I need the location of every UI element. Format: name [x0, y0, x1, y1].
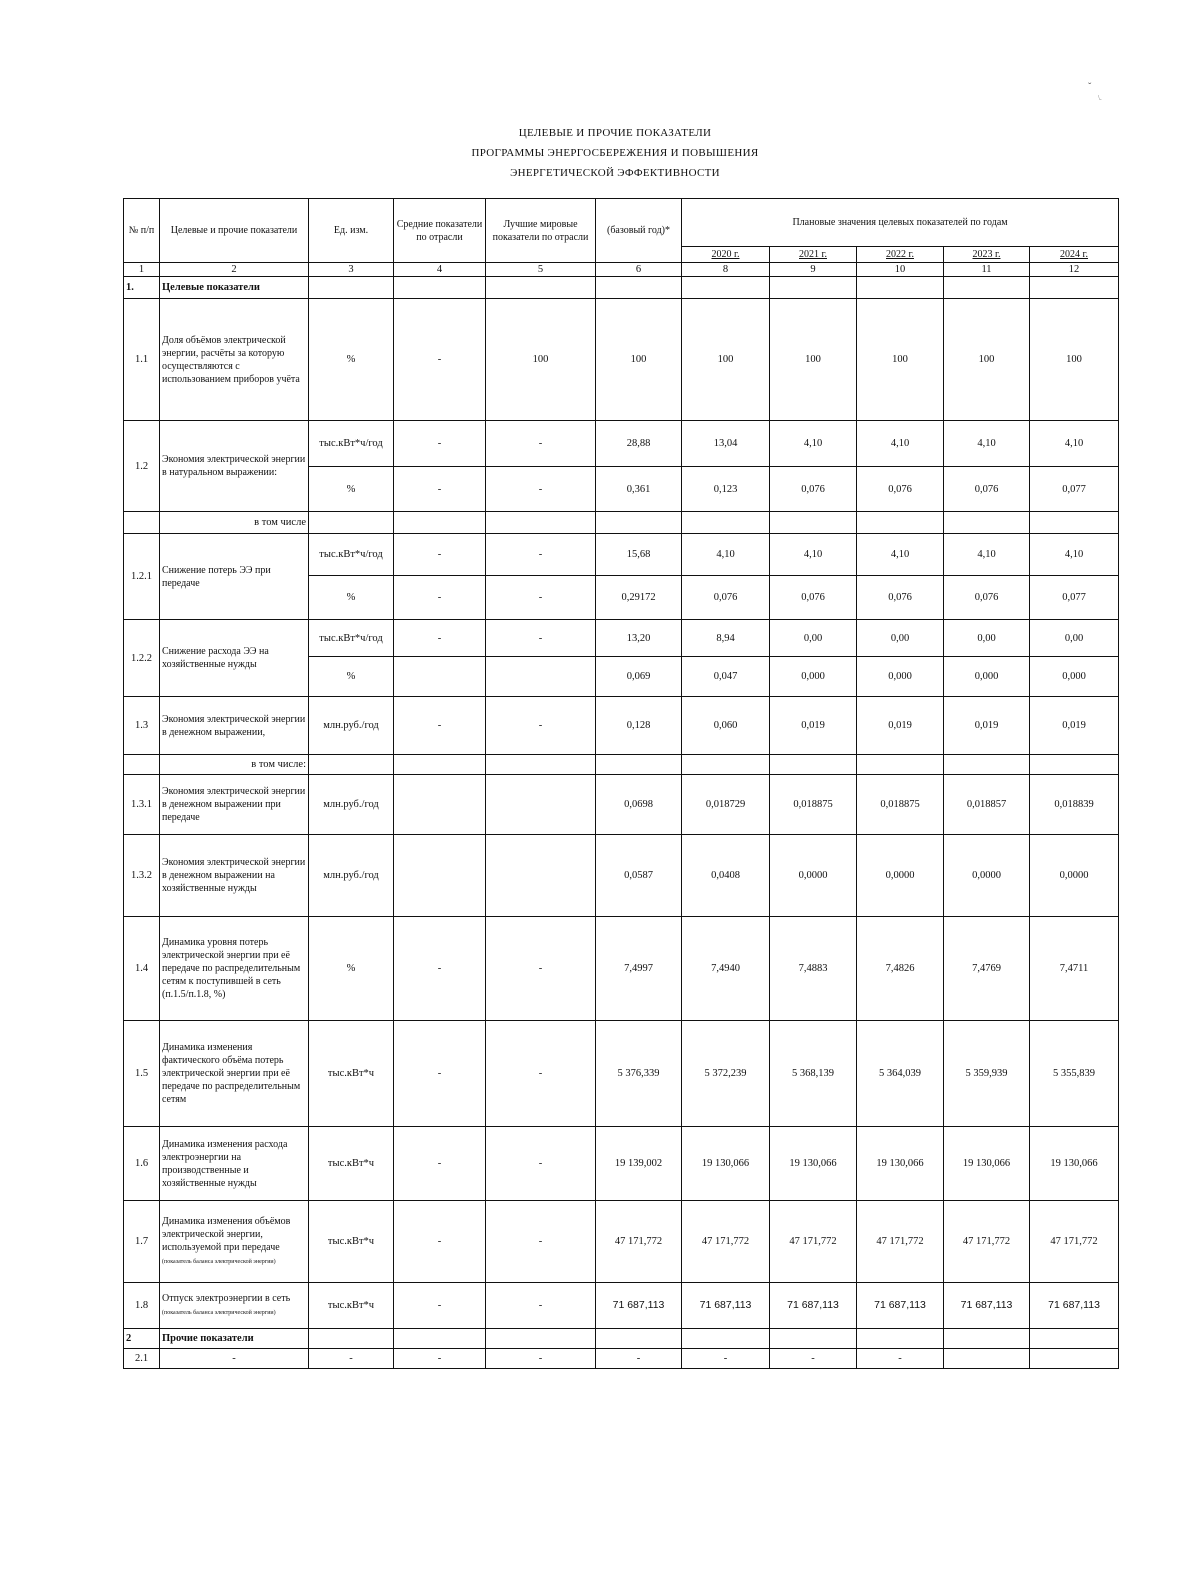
row-label: Динамика изменения объёмов электрической энергии, используемой при передаче — [162, 1215, 291, 1253]
row-value: 7,4997 — [596, 917, 682, 1021]
row-best: - — [486, 576, 596, 620]
table-row — [124, 917, 1119, 1021]
col-num: 12 — [1030, 263, 1119, 277]
row-value: 0,076 — [944, 467, 1030, 512]
row-best: - — [486, 1201, 596, 1283]
col-num: 2 — [160, 263, 309, 277]
row-value: 8,94 — [682, 620, 770, 657]
table-row — [124, 1021, 1119, 1127]
row-unit: % — [309, 657, 394, 697]
row-unit: % — [309, 917, 394, 1021]
row-value: 15,68 — [596, 534, 682, 576]
row-label: Снижение расхода ЭЭ на хозяйственные нужды — [160, 620, 309, 697]
row-value: 0,018857 — [944, 775, 1030, 835]
subsection-row — [124, 512, 1119, 534]
row-value: 7,4769 — [944, 917, 1030, 1021]
indicators-table — [123, 198, 1119, 1369]
row-unit: тыс.кВт*ч — [309, 1283, 394, 1329]
row-value: 47 171,772 — [682, 1201, 770, 1283]
col-num: 8 — [682, 263, 770, 277]
row-value: 4,10 — [944, 421, 1030, 467]
row-best: - — [486, 421, 596, 467]
section-row — [124, 1329, 1119, 1349]
row-label: Динамика изменения фактического объёма потерь электрической энергии при её передаче по распределительным сетям — [160, 1021, 309, 1127]
row-label: Экономия электрической энергии в денежном выражении, — [160, 697, 309, 755]
row-avg: - — [394, 576, 486, 620]
row-value: 19 130,066 — [1030, 1127, 1119, 1201]
row-value: 0,019 — [944, 697, 1030, 755]
row-value: 0,000 — [1030, 657, 1119, 697]
row-value: 13,04 — [682, 421, 770, 467]
row-value — [1030, 1349, 1119, 1369]
table-row — [124, 534, 1119, 576]
row-value: 19 130,066 — [682, 1127, 770, 1201]
row-unit: - — [309, 1349, 394, 1369]
row-avg: - — [394, 467, 486, 512]
row-value: 0,0000 — [944, 835, 1030, 917]
row-num: 1.8 — [124, 1283, 160, 1329]
row-value: 100 — [944, 299, 1030, 421]
table-row — [124, 1201, 1119, 1283]
row-num: 2.1 — [124, 1349, 160, 1369]
row-label: - — [160, 1349, 309, 1369]
row-value: 0,018839 — [1030, 775, 1119, 835]
row-num: 1.2.1 — [124, 534, 160, 620]
row-value: 0,0000 — [857, 835, 944, 917]
row-label: Динамика изменения расхода электроэнергии на производственные и хозяйственные нужды — [160, 1127, 309, 1201]
row-unit: тыс.кВт*ч — [309, 1201, 394, 1283]
row-value: 0,000 — [857, 657, 944, 697]
row-value: 0,019 — [1030, 697, 1119, 755]
row-label: Динамика уровня потерь электрической энергии при её передаче по распределительным сетям к поступившей в сеть (п.1.5/п.1.8, %) — [160, 917, 309, 1021]
column-number-row — [124, 263, 1119, 277]
row-best: - — [486, 697, 596, 755]
row-value: - — [596, 1349, 682, 1369]
scan-mark: \. — [1098, 94, 1102, 102]
row-value: 0,077 — [1030, 576, 1119, 620]
row-unit: тыс.кВт*ч — [309, 1127, 394, 1201]
row-value: 4,10 — [770, 534, 857, 576]
row-unit: % — [309, 467, 394, 512]
table-row — [124, 697, 1119, 755]
row-value: 4,10 — [682, 534, 770, 576]
header-best: Лучшие мировые показатели по отрасли — [486, 199, 596, 263]
row-num: 1.4 — [124, 917, 160, 1021]
row-value: 0,047 — [682, 657, 770, 697]
row-value: 71 687,113 — [770, 1283, 857, 1329]
row-value: 4,10 — [1030, 421, 1119, 467]
row-value: 0,060 — [682, 697, 770, 755]
row-value: 47 171,772 — [596, 1201, 682, 1283]
row-value: 0,0587 — [596, 835, 682, 917]
row-value: 47 171,772 — [1030, 1201, 1119, 1283]
row-value: 0,0000 — [770, 835, 857, 917]
scan-mark: ˇ — [1088, 82, 1092, 93]
row-best: - — [486, 467, 596, 512]
col-num: 3 — [309, 263, 394, 277]
row-value: 100 — [857, 299, 944, 421]
row-value: - — [857, 1349, 944, 1369]
document-title-line-2: ПРОГРАММЫ ЭНЕРГОСБЕРЕЖЕНИЯ И ПОВЫШЕНИЯ — [471, 147, 759, 159]
row-value: 47 171,772 — [770, 1201, 857, 1283]
row-value: 0,128 — [596, 697, 682, 755]
row-value: 0,076 — [857, 467, 944, 512]
header-year: 2023 г. — [944, 247, 1030, 263]
row-unit: тыс.кВт*ч — [309, 1021, 394, 1127]
table-row — [124, 421, 1119, 467]
document-title-line-1: ЦЕЛЕВЫЕ И ПРОЧИЕ ПОКАЗАТЕЛИ — [518, 127, 712, 139]
row-unit: млн.руб./год — [309, 835, 394, 917]
row-avg: - — [394, 1283, 486, 1329]
row-value: 0,076 — [682, 576, 770, 620]
row-value: - — [682, 1349, 770, 1369]
row-value: 71 687,113 — [682, 1283, 770, 1329]
row-value: 0,018875 — [857, 775, 944, 835]
header-planned: Плановые значения целевых показателей по годам — [682, 199, 1119, 247]
row-value: 0,076 — [770, 576, 857, 620]
section-row — [124, 277, 1119, 299]
header-num: № п/п — [124, 199, 160, 263]
row-label: Снижение потерь ЭЭ при передаче — [160, 534, 309, 620]
header-year: 2024 г. — [1030, 247, 1119, 263]
row-value: 0,076 — [770, 467, 857, 512]
table-row — [124, 299, 1119, 421]
header-avg: Средние показатели по отрасли — [394, 199, 486, 263]
row-value: 100 — [770, 299, 857, 421]
col-num: 9 — [770, 263, 857, 277]
row-value: 47 171,772 — [857, 1201, 944, 1283]
row-label-note: (показатель баланса электрической энергии) — [162, 1309, 276, 1316]
row-num: 2 — [124, 1329, 160, 1349]
row-value: 5 359,939 — [944, 1021, 1030, 1127]
table-row — [124, 1349, 1119, 1369]
row-best: - — [486, 1349, 596, 1369]
row-value: 5 368,139 — [770, 1021, 857, 1127]
col-num: 1 — [124, 263, 160, 277]
row-value: 5 372,239 — [682, 1021, 770, 1127]
row-num: 1.3 — [124, 697, 160, 755]
row-num: 1.1 — [124, 299, 160, 421]
row-value: 4,10 — [857, 534, 944, 576]
row-value: 0,00 — [770, 620, 857, 657]
row-value: 47 171,772 — [944, 1201, 1030, 1283]
row-value: 5 364,039 — [857, 1021, 944, 1127]
row-unit: % — [309, 576, 394, 620]
row-best: - — [486, 1283, 596, 1329]
row-label: Доля объёмов электрической энергии, расчёты за которую осуществляются с использованием приборов учёта — [160, 299, 309, 421]
header-year: 2020 г. — [682, 247, 770, 263]
header-year: 2021 г. — [770, 247, 857, 263]
row-value: 100 — [682, 299, 770, 421]
row-avg: - — [394, 697, 486, 755]
row-value: 4,10 — [1030, 534, 1119, 576]
row-avg: - — [394, 1127, 486, 1201]
row-value: 0,000 — [770, 657, 857, 697]
row-best: 100 — [486, 299, 596, 421]
row-best: - — [486, 1127, 596, 1201]
row-best: - — [486, 1021, 596, 1127]
table-row — [124, 1283, 1119, 1329]
row-value: 0,069 — [596, 657, 682, 697]
row-num: 1.2 — [124, 421, 160, 512]
document-title-line-3: ЭНЕРГЕТИЧЕСКОЙ ЭФФЕКТИВНОСТИ — [510, 167, 720, 179]
row-value: 19 130,066 — [944, 1127, 1030, 1201]
row-label-cell — [160, 1201, 309, 1283]
row-unit: % — [309, 299, 394, 421]
including-label: в том числе — [160, 512, 309, 534]
row-value: 71 687,113 — [857, 1283, 944, 1329]
row-num: 1.3.1 — [124, 775, 160, 835]
row-value — [944, 1349, 1030, 1369]
row-value: 7,4826 — [857, 917, 944, 1021]
row-value: 0,018875 — [770, 775, 857, 835]
row-value: 0,019 — [857, 697, 944, 755]
row-value: 0,077 — [1030, 467, 1119, 512]
col-num: 4 — [394, 263, 486, 277]
row-unit: млн.руб./год — [309, 775, 394, 835]
section-label: Целевые показатели — [160, 277, 309, 299]
row-value: 0,0698 — [596, 775, 682, 835]
table-row — [124, 775, 1119, 835]
subsection-row — [124, 755, 1119, 775]
row-avg: - — [394, 1021, 486, 1127]
row-num: 1.6 — [124, 1127, 160, 1201]
row-value: 4,10 — [944, 534, 1030, 576]
row-value: 19 139,002 — [596, 1127, 682, 1201]
row-value: 0,018729 — [682, 775, 770, 835]
table-row — [124, 620, 1119, 657]
row-value: 0,076 — [857, 576, 944, 620]
header-base-year: (базовый год)* — [596, 199, 682, 263]
row-label-cell — [160, 1283, 309, 1329]
row-unit: млн.руб./год — [309, 697, 394, 755]
table-row — [124, 835, 1119, 917]
header-unit: Ед. изм. — [309, 199, 394, 263]
row-best: - — [486, 534, 596, 576]
row-value: 5 376,339 — [596, 1021, 682, 1127]
row-value: - — [770, 1349, 857, 1369]
row-avg: - — [394, 299, 486, 421]
row-value: 0,076 — [944, 576, 1030, 620]
row-value: 19 130,066 — [770, 1127, 857, 1201]
header-year: 2022 г. — [857, 247, 944, 263]
row-value: 100 — [1030, 299, 1119, 421]
row-num: 1.3.2 — [124, 835, 160, 917]
row-value: 7,4883 — [770, 917, 857, 1021]
row-value: 19 130,066 — [857, 1127, 944, 1201]
row-value: 0,29172 — [596, 576, 682, 620]
row-value: 0,00 — [944, 620, 1030, 657]
row-label-note: (показатель баланса электрической энергии) — [162, 1258, 276, 1265]
col-num: 10 — [857, 263, 944, 277]
row-value: 7,4711 — [1030, 917, 1119, 1021]
row-avg: - — [394, 534, 486, 576]
row-label: Отпуск электроэнергии в сеть — [162, 1292, 291, 1304]
row-best: - — [486, 917, 596, 1021]
row-value: 0,00 — [1030, 620, 1119, 657]
header-row — [124, 199, 1119, 247]
row-num: 1.7 — [124, 1201, 160, 1283]
row-value: 13,20 — [596, 620, 682, 657]
row-label: Экономия электрической энергии в натуральном выражении: — [160, 421, 309, 512]
row-avg: - — [394, 1201, 486, 1283]
row-avg: - — [394, 1349, 486, 1369]
row-value: 0,0000 — [1030, 835, 1119, 917]
row-num: 1.2.2 — [124, 620, 160, 697]
row-unit: тыс.кВт*ч/год — [309, 620, 394, 657]
row-value: 4,10 — [770, 421, 857, 467]
row-label: Экономия электрической энергии в денежном выражении при передаче — [160, 775, 309, 835]
row-value: 4,10 — [857, 421, 944, 467]
header-indicators: Целевые и прочие показатели — [160, 199, 309, 263]
including-label: в том числе: — [160, 755, 309, 775]
row-unit: тыс.кВт*ч/год — [309, 534, 394, 576]
row-value: 0,123 — [682, 467, 770, 512]
section-label: Прочие показатели — [160, 1329, 309, 1349]
row-value: 100 — [596, 299, 682, 421]
row-value: 0,000 — [944, 657, 1030, 697]
row-num: 1. — [124, 277, 160, 299]
row-value: 0,0408 — [682, 835, 770, 917]
row-best: - — [486, 620, 596, 657]
row-avg: - — [394, 917, 486, 1021]
row-value: 0,00 — [857, 620, 944, 657]
col-num: 11 — [944, 263, 1030, 277]
row-unit: тыс.кВт*ч/год — [309, 421, 394, 467]
row-avg: - — [394, 421, 486, 467]
col-num: 5 — [486, 263, 596, 277]
row-value: 28,88 — [596, 421, 682, 467]
table-row — [124, 1127, 1119, 1201]
row-value: 0,361 — [596, 467, 682, 512]
row-value: 71 687,113 — [1030, 1283, 1119, 1329]
row-value: 5 355,839 — [1030, 1021, 1119, 1127]
col-num: 6 — [596, 263, 682, 277]
row-avg: - — [394, 620, 486, 657]
row-num: 1.5 — [124, 1021, 160, 1127]
row-value: 71 687,113 — [944, 1283, 1030, 1329]
row-value: 7,4940 — [682, 917, 770, 1021]
row-label: Экономия электрической энергии в денежном выражении на хозяйственные нужды — [160, 835, 309, 917]
row-value: 0,019 — [770, 697, 857, 755]
row-value: 71 687,113 — [596, 1283, 682, 1329]
